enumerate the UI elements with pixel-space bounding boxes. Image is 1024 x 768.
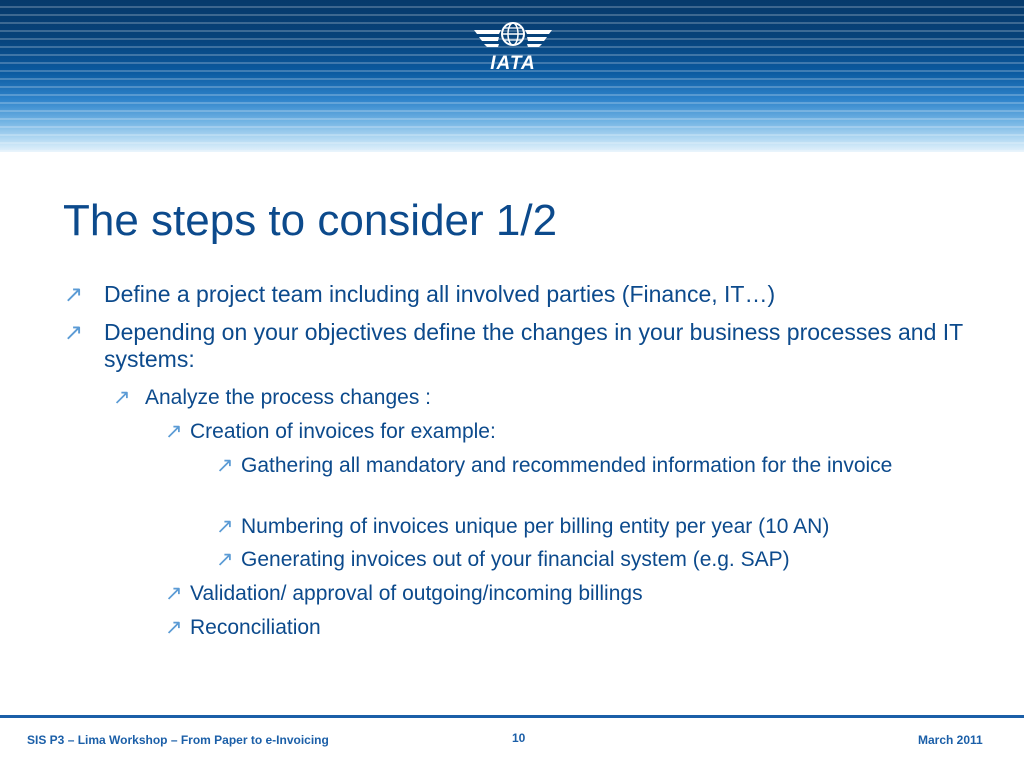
bullet-item: [113, 386, 913, 411]
logo-text: IATA: [490, 53, 536, 74]
footer-divider: [0, 715, 1024, 718]
bullet-text: Define a project team including all involved parties (Finance, IT…): [104, 281, 776, 307]
bullet-text: Numbering of invoices unique per billing entity per year (10 AN): [241, 515, 830, 538]
arrow-up-right-icon: ↗: [165, 420, 183, 443]
bullet-text: Reconciliation: [190, 616, 321, 639]
header-banner: [0, 0, 1024, 152]
bullet-item: [64, 281, 954, 308]
arrow-up-right-icon: ↗: [216, 515, 234, 538]
globe-wings-icon: [468, 16, 558, 54]
footer-title: SIS P3 – Lima Workshop – From Paper to e-Invoicing: [27, 733, 329, 747]
arrow-up-right-icon: ↗: [216, 548, 234, 571]
bullet-item: [165, 420, 945, 445]
page-number: 10: [512, 731, 526, 745]
bullet-item: [165, 616, 945, 641]
bullet-item: [165, 582, 945, 607]
bullet-text: Depending on your objectives define the changes in your business processes and IT systems:: [104, 319, 963, 373]
bullet-text: Generating invoices out of your financial system (e.g. SAP): [241, 548, 790, 571]
arrow-up-right-icon: ↗: [165, 616, 183, 639]
bullet-text: Gathering all mandatory and recommended information for the invoice: [241, 454, 893, 477]
bullet-text: Analyze the process changes :: [145, 386, 432, 409]
arrow-up-right-icon: ↗: [165, 582, 183, 605]
bullet-item: [216, 515, 996, 540]
arrow-up-right-icon: ↗: [113, 386, 131, 409]
bullet-item: [64, 319, 964, 373]
bullet-text: Validation/ approval of outgoing/incoming billings: [190, 582, 643, 605]
slide-title: The steps to consider 1/2: [63, 196, 558, 245]
arrow-up-right-icon: ↗: [216, 454, 234, 477]
bullet-item: [216, 548, 996, 573]
bullet-item: [216, 454, 966, 479]
bullet-text: Creation of invoices for example:: [190, 420, 496, 443]
arrow-up-right-icon: ↗: [64, 319, 84, 345]
arrow-up-right-icon: ↗: [64, 281, 84, 307]
iata-logo: [468, 16, 558, 74]
footer-date: March 2011: [918, 733, 983, 747]
